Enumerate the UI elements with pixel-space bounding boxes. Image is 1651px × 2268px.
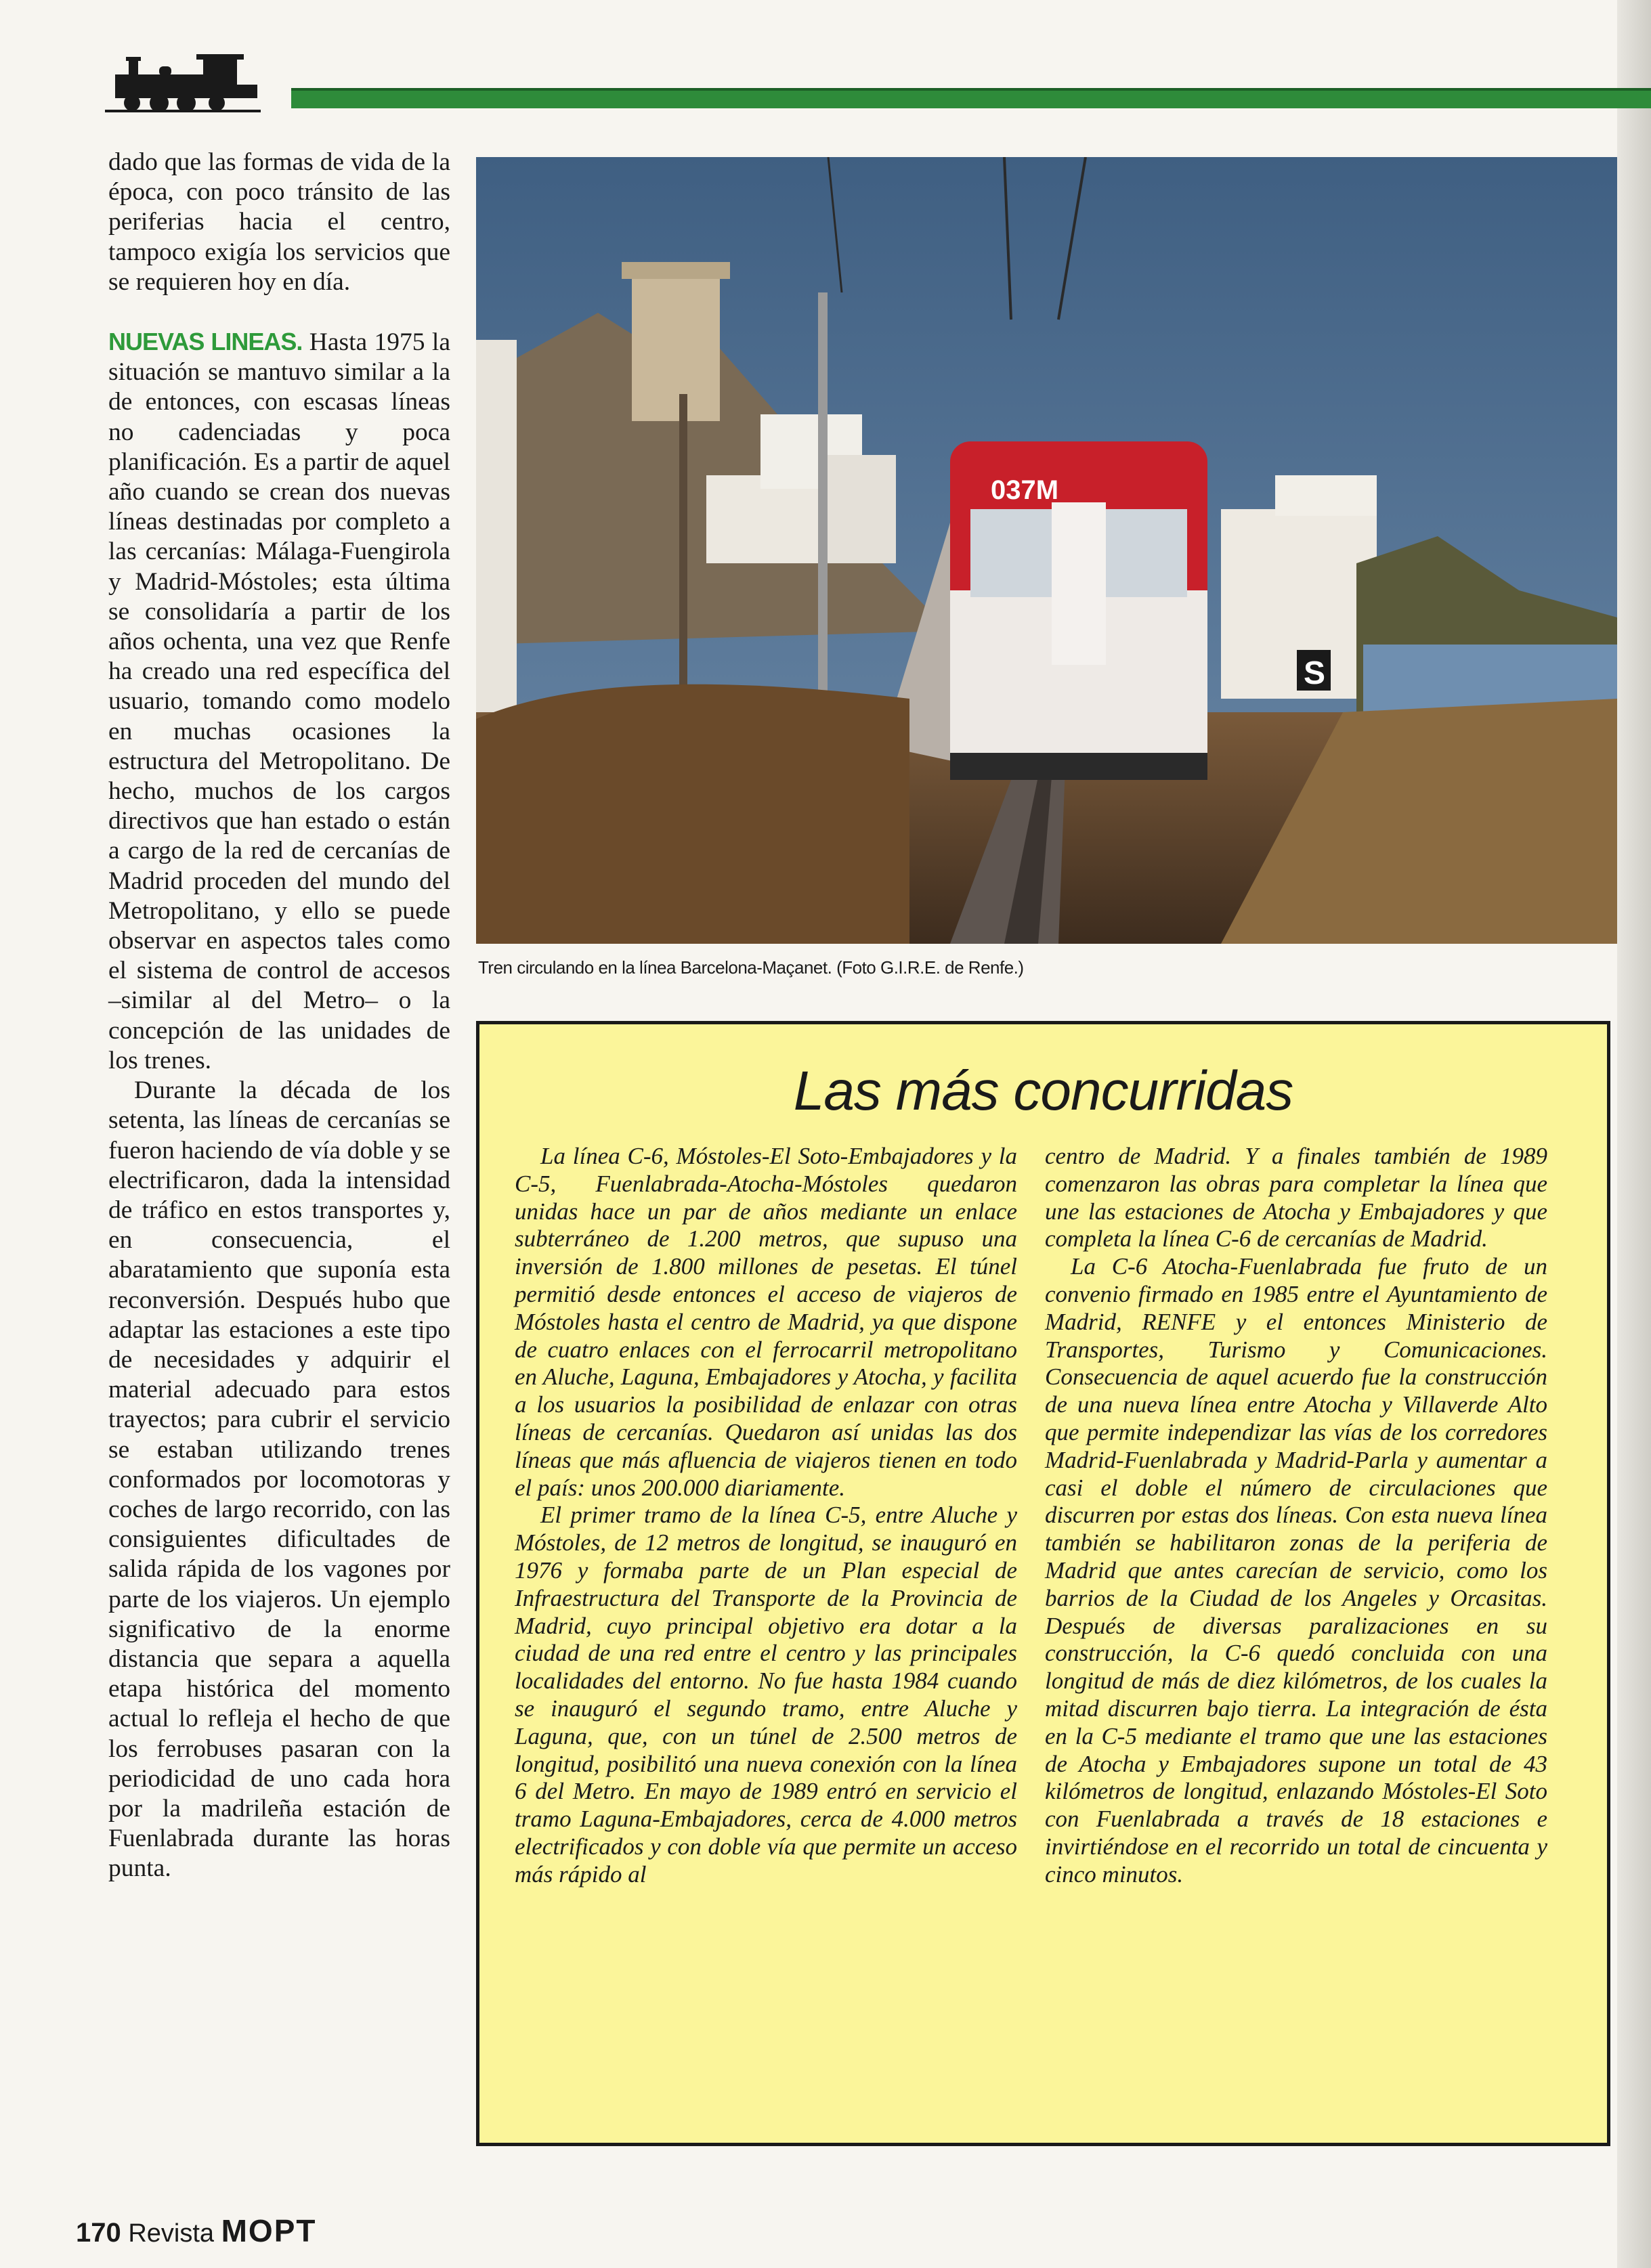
sidebar-box bbox=[476, 1021, 1610, 2146]
paragraph-1: dado que las formas de vida de la época, con poco tránsito de las periferias hacia el centro, tampoco exigía los servicios que se requieren hoy en día. bbox=[108, 148, 450, 296]
page-number: 170 bbox=[76, 2218, 121, 2248]
page-edge bbox=[1617, 0, 1651, 2268]
page-footer bbox=[76, 2212, 316, 2249]
box-column-2 bbox=[1045, 1143, 1547, 1889]
box-paragraph: El primer tramo de la línea C-5, entre Aluche y Móstoles, de 12 metros de longitud, se inauguró en 1976 y formaba parte de un Plan especial de Infraestructura del Transporte de la Provincia de Madrid, cuyo principal objetivo era dotar a la ciudad de una red entre el centro y las principales localidades del entorno. No fue hasta 1984 cuando se inauguró el segundo tramo, entre Aluche y Laguna, que, con un túnel de 2.500 metros de longitud, posibilitó una nueva conexión con la línea 6 del Metro. En mayo de 1989 entró en servicio el tramo Laguna-Embajadores, cerca de 4.000 metros electrificados y con doble vía que permite un acceso más rápido al bbox=[515, 1502, 1017, 1888]
paragraph-3: Durante la década de los setenta, las líneas de cercanías se fueron haciendo de vía doble y se electrificaron, dada la intensidad de tráfico en estos transportes y, en consecuencia, el abaratamiento que suponía esta reconversión. Después hubo que adaptar las estaciones a este tipo de necesidades y adquirir el material adecuado para estos trayectos; para cubrir el servicio se estaban utilizando trenes conformados por locomotoras y coches de largo recorrido, con las consiguientes dificultades de salida rápida de los vagones por parte de los viajeros. Un ejemplo significativo de la enorme distancia que separa a aquella etapa histórica del momento actual lo refleja el hecho de que los ferrobuses pasaran con la periodicidad de uno cada hora por la madrileña estación de Fuenlabrada durante las horas punta. bbox=[108, 1076, 450, 1883]
magazine-label: Revista bbox=[128, 2219, 215, 2248]
section-heading: NUEVAS LINEAS. bbox=[108, 328, 303, 356]
box-paragraph: centro de Madrid. Y a finales también de 1989 comenzaron las obras para completar la línea que une las estaciones de Atocha y Embajadores y que completa la línea C-6 de cercanías de Madrid. bbox=[1045, 1143, 1547, 1252]
paragraph-2 bbox=[108, 327, 450, 1076]
box-paragraph: La línea C-6, Móstoles-El Soto-Embajadores y la C-5, Fuenlabrada-Atocha-Móstoles quedaron unidas hace un par de años mediante un enlace subterráneo de 1.200 metros, que supuso una inversión de 1.800 millones de pesetas. El túnel permitió desde entonces el acceso de viajeros de Móstoles hasta el centro de Madrid, ya que dispone de cuatro enlaces con el ferrocarril metropolitano en Aluche, Laguna, Embajadores y Atocha, y facilita a los usuarios la posibilidad de enlazar con otras líneas de cercanías. Quedaron así unidas las dos líneas que más afluencia de viajeros tienen en todo el país: unos 200.000 diariamente. bbox=[515, 1143, 1017, 1501]
box-column-1 bbox=[515, 1143, 1017, 1889]
magazine-brand: MOPT bbox=[221, 2213, 317, 2248]
box-paragraph: La C-6 Atocha-Fuenlabrada fue fruto de un convenio firmado en 1985 entre el Ayuntamiento de Madrid, RENFE y el entonces Ministerio de Transportes, Turismo y Comunicaciones. Consecuencia de aquel acuerdo fue la construcción de una nueva línea entre Atocha y Villaverde Alto que permite independizar las vías de los corredores Madrid-Fuenlabrada y Madrid-Parla y aumentar a casi el doble el número de circulaciones que discurren por estas dos líneas. Con esta nueva línea también se habilitaron zonas de la periferia de Madrid que antes carecían de servicio, como los barrios de la Ciudad de los Angeles y Orcasitas. Después de diversas paralizaciones en su construcción, la C-6 quedó concluida con una longitud de más de diez kilómetros, de los cuales la mitad discurren bajo tierra. La integración de ésta en la C-5 mediante el tramo que une las estaciones de Atocha y Embajadores supone un total de 43 kilómetros de longitud, enlazando Móstoles-El Soto con Fuenlabrada a través de 18 estaciones e invirtiéndose en el recorrido un total de cincuenta y cinco minutos. bbox=[1045, 1253, 1547, 1888]
left-column bbox=[108, 148, 450, 1884]
header-rule bbox=[291, 88, 1651, 108]
train-photo bbox=[476, 157, 1617, 944]
locomotive-icon bbox=[102, 47, 271, 115]
paragraph-2-body: Hasta 1975 la situación se mantuvo similar a la de entonces, con escasas líneas no cadenciadas y poca planificación. Es a partir de aquel año cuando se crean dos nuevas líneas destinadas por completo a las cercanías: Málaga-Fuengirola y Madrid-Móstoles; esta última se consolidaría a partir de los años ochenta, una vez que Renfe ha creado una red específica del usuario, tomando como modelo en muchas ocasiones la estructura del Metropolitano. De hecho, muchos de los cargos directivos que han estado o están a cargo de la red de cercanías de Madrid proceden del mundo del Metropolitano, y ello se puede observar en aspectos tales como el sistema de control de accesos –similar al del Metro– o la concepción de las unidades de los trenes. bbox=[108, 328, 450, 1074]
train-number: 037M bbox=[991, 475, 1059, 505]
box-title: Las más concurridas bbox=[793, 1060, 1293, 1122]
signal-sign: S bbox=[1304, 655, 1326, 691]
photo-caption: Tren circulando en la línea Barcelona-Maçanet. (Foto G.I.R.E. de Renfe.) bbox=[478, 957, 1024, 978]
